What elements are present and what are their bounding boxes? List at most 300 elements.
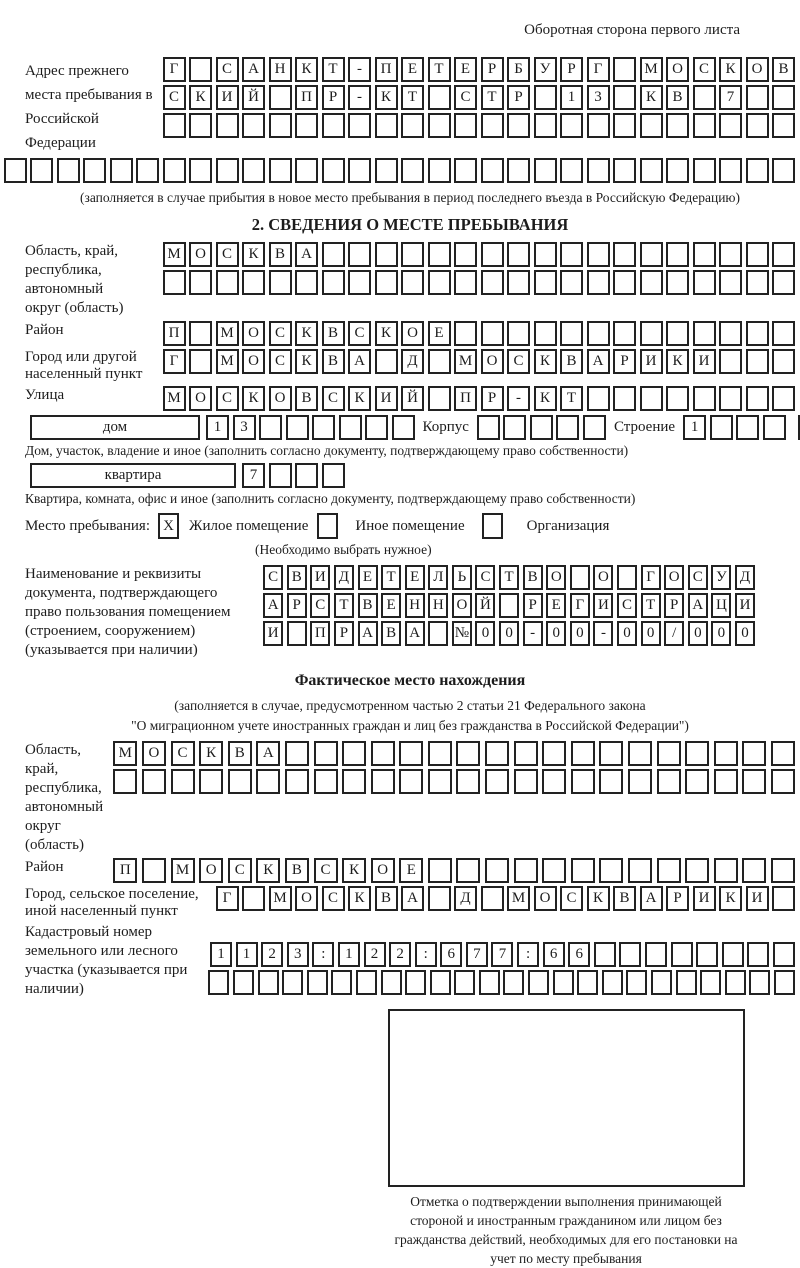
char-box[interactable]: К — [375, 85, 398, 110]
char-box[interactable] — [507, 158, 530, 183]
char-box[interactable]: И — [375, 386, 398, 411]
char-box[interactable]: Е — [358, 565, 378, 590]
char-box[interactable]: 1 — [236, 942, 258, 967]
char-box[interactable] — [693, 158, 716, 183]
char-box[interactable]: О — [242, 321, 265, 346]
char-box[interactable] — [602, 970, 623, 995]
char-box[interactable] — [428, 113, 451, 138]
char-box[interactable] — [556, 415, 579, 440]
char-box[interactable]: А — [401, 886, 424, 911]
char-box[interactable] — [342, 741, 366, 766]
char-box[interactable] — [553, 970, 574, 995]
char-box[interactable] — [189, 349, 212, 374]
char-box[interactable] — [571, 769, 595, 794]
char-box[interactable] — [479, 970, 500, 995]
char-box[interactable] — [613, 158, 636, 183]
char-box[interactable]: П — [113, 858, 137, 883]
char-box[interactable]: Т — [322, 57, 345, 82]
char-box[interactable]: 1 — [338, 942, 360, 967]
char-box[interactable]: С — [507, 349, 530, 374]
char-box[interactable] — [746, 270, 769, 295]
char-box[interactable]: О — [546, 565, 566, 590]
char-box[interactable] — [269, 463, 292, 488]
char-box[interactable]: В — [269, 242, 292, 267]
char-box[interactable] — [640, 158, 663, 183]
char-box[interactable] — [477, 415, 500, 440]
char-box[interactable] — [163, 113, 186, 138]
char-box[interactable] — [216, 113, 239, 138]
char-box[interactable] — [693, 321, 716, 346]
char-box[interactable]: Д — [454, 886, 477, 911]
char-box[interactable] — [645, 942, 667, 967]
char-box[interactable]: В — [666, 85, 689, 110]
char-box[interactable] — [405, 970, 426, 995]
char-box[interactable] — [428, 621, 448, 646]
char-box[interactable] — [428, 741, 452, 766]
char-box[interactable]: Н — [428, 593, 448, 618]
char-box[interactable]: Ц — [711, 593, 731, 618]
char-box[interactable] — [295, 463, 318, 488]
char-box[interactable]: О — [189, 242, 212, 267]
char-box[interactable] — [542, 769, 566, 794]
char-box[interactable] — [322, 158, 345, 183]
char-box[interactable] — [640, 113, 663, 138]
char-box[interactable]: 6 — [568, 942, 590, 967]
char-box[interactable]: № — [452, 621, 472, 646]
char-box[interactable] — [242, 113, 265, 138]
char-box[interactable]: Д — [401, 349, 424, 374]
char-box[interactable]: Г — [216, 886, 239, 911]
char-box[interactable] — [348, 158, 371, 183]
char-box[interactable]: М — [269, 886, 292, 911]
char-box[interactable]: 3 — [287, 942, 309, 967]
char-box[interactable] — [307, 970, 328, 995]
char-box[interactable] — [599, 858, 623, 883]
char-box[interactable]: - — [593, 621, 613, 646]
char-box[interactable] — [772, 242, 795, 267]
char-box[interactable]: Ь — [452, 565, 472, 590]
char-box[interactable] — [666, 386, 689, 411]
char-box[interactable] — [481, 158, 504, 183]
char-box[interactable] — [534, 85, 557, 110]
char-box[interactable]: Т — [641, 593, 661, 618]
char-box[interactable] — [628, 858, 652, 883]
char-box[interactable]: К — [534, 386, 557, 411]
char-box[interactable] — [571, 741, 595, 766]
char-box[interactable] — [348, 242, 371, 267]
char-box[interactable] — [4, 158, 27, 183]
char-box[interactable] — [481, 270, 504, 295]
char-box[interactable] — [571, 858, 595, 883]
char-box[interactable]: / — [664, 621, 684, 646]
char-box[interactable]: 2 — [364, 942, 386, 967]
char-box[interactable]: М — [507, 886, 530, 911]
char-box[interactable] — [208, 970, 229, 995]
char-box[interactable] — [640, 270, 663, 295]
char-box[interactable] — [454, 321, 477, 346]
checkbox-residential[interactable]: X — [158, 513, 179, 539]
char-box[interactable] — [312, 415, 335, 440]
char-box[interactable] — [514, 858, 538, 883]
char-box[interactable] — [719, 349, 742, 374]
char-box[interactable]: 0 — [617, 621, 637, 646]
char-box[interactable]: 2 — [261, 942, 283, 967]
char-box[interactable]: К — [719, 886, 742, 911]
char-box[interactable]: Г — [163, 349, 186, 374]
char-box[interactable]: К — [242, 242, 265, 267]
char-box[interactable]: О — [664, 565, 684, 590]
char-box[interactable]: А — [242, 57, 265, 82]
char-box[interactable]: В — [523, 565, 543, 590]
char-box[interactable] — [772, 113, 795, 138]
char-box[interactable]: Е — [454, 57, 477, 82]
char-box[interactable] — [322, 463, 345, 488]
char-box[interactable]: П — [454, 386, 477, 411]
char-box[interactable]: В — [358, 593, 378, 618]
char-box[interactable]: Е — [401, 57, 424, 82]
char-box[interactable] — [710, 415, 733, 440]
char-box[interactable]: Г — [641, 565, 661, 590]
char-box[interactable]: В — [375, 886, 398, 911]
char-box[interactable] — [199, 769, 223, 794]
char-box[interactable]: К — [189, 85, 212, 110]
char-box[interactable]: - — [507, 386, 530, 411]
char-box[interactable]: Е — [405, 565, 425, 590]
char-box[interactable]: В — [381, 621, 401, 646]
char-box[interactable] — [401, 270, 424, 295]
char-box[interactable] — [746, 113, 769, 138]
char-box[interactable]: Т — [481, 85, 504, 110]
char-box[interactable] — [657, 769, 681, 794]
char-box[interactable] — [772, 270, 795, 295]
char-box[interactable]: А — [263, 593, 283, 618]
char-box[interactable] — [772, 321, 795, 346]
char-box[interactable] — [587, 270, 610, 295]
char-box[interactable]: К — [587, 886, 610, 911]
char-box[interactable]: 2 — [389, 942, 411, 967]
char-box[interactable] — [763, 415, 786, 440]
checkbox-other-premise[interactable] — [317, 513, 338, 539]
char-box[interactable]: 1 — [683, 415, 706, 440]
char-box[interactable] — [110, 158, 133, 183]
char-box[interactable] — [613, 85, 636, 110]
char-box[interactable] — [599, 741, 623, 766]
char-box[interactable] — [676, 970, 697, 995]
char-box[interactable] — [113, 769, 137, 794]
char-box[interactable]: С — [163, 85, 186, 110]
char-box[interactable] — [83, 158, 106, 183]
char-box[interactable]: 0 — [570, 621, 590, 646]
char-box[interactable] — [685, 858, 709, 883]
char-box[interactable]: И — [693, 886, 716, 911]
char-box[interactable] — [375, 242, 398, 267]
char-box[interactable] — [587, 321, 610, 346]
char-box[interactable] — [577, 970, 598, 995]
char-box[interactable] — [342, 769, 366, 794]
char-box[interactable]: В — [322, 349, 345, 374]
char-box[interactable]: В — [322, 321, 345, 346]
char-box[interactable]: С — [617, 593, 637, 618]
char-box[interactable]: О — [452, 593, 472, 618]
char-box[interactable]: А — [295, 242, 318, 267]
char-box[interactable] — [428, 242, 451, 267]
char-box[interactable] — [322, 113, 345, 138]
char-box[interactable] — [142, 769, 166, 794]
char-box[interactable] — [485, 741, 509, 766]
char-box[interactable] — [771, 858, 795, 883]
char-box[interactable] — [269, 85, 292, 110]
char-box[interactable]: П — [375, 57, 398, 82]
char-box[interactable]: Г — [587, 57, 610, 82]
char-box[interactable]: К — [666, 349, 689, 374]
char-box[interactable]: 6 — [440, 942, 462, 967]
char-box[interactable] — [534, 242, 557, 267]
char-box[interactable]: 0 — [688, 621, 708, 646]
char-box[interactable] — [772, 349, 795, 374]
char-box[interactable] — [617, 565, 637, 590]
char-box[interactable] — [314, 769, 338, 794]
char-box[interactable]: : — [312, 942, 334, 967]
char-box[interactable] — [693, 242, 716, 267]
char-box[interactable]: 7 — [466, 942, 488, 967]
char-box[interactable]: С — [216, 242, 239, 267]
char-box[interactable] — [322, 270, 345, 295]
char-box[interactable] — [454, 242, 477, 267]
char-box[interactable] — [742, 769, 766, 794]
char-box[interactable] — [666, 270, 689, 295]
char-box[interactable] — [428, 769, 452, 794]
char-box[interactable]: К — [719, 57, 742, 82]
char-box[interactable]: Р — [334, 621, 354, 646]
char-box[interactable] — [228, 769, 252, 794]
char-box[interactable]: У — [534, 57, 557, 82]
char-box[interactable]: В — [295, 386, 318, 411]
char-box[interactable] — [560, 242, 583, 267]
char-box[interactable] — [233, 970, 254, 995]
char-box[interactable] — [392, 415, 415, 440]
char-box[interactable]: С — [269, 349, 292, 374]
char-box[interactable]: 0 — [711, 621, 731, 646]
char-box[interactable] — [719, 158, 742, 183]
char-box[interactable]: О — [295, 886, 318, 911]
char-box[interactable]: Р — [481, 57, 504, 82]
char-box[interactable]: 0 — [641, 621, 661, 646]
char-box[interactable] — [481, 113, 504, 138]
char-box[interactable]: И — [693, 349, 716, 374]
char-box[interactable] — [454, 113, 477, 138]
char-box[interactable] — [485, 769, 509, 794]
char-box[interactable] — [339, 415, 362, 440]
char-box[interactable] — [534, 270, 557, 295]
char-box[interactable]: С — [228, 858, 252, 883]
char-box[interactable] — [714, 858, 738, 883]
char-box[interactable]: 1 — [210, 942, 232, 967]
char-box[interactable]: С — [216, 57, 239, 82]
char-box[interactable] — [242, 158, 265, 183]
char-box[interactable] — [365, 415, 388, 440]
char-box[interactable] — [696, 942, 718, 967]
char-box[interactable]: О — [481, 349, 504, 374]
char-box[interactable]: М — [640, 57, 663, 82]
char-box[interactable]: Л — [428, 565, 448, 590]
char-box[interactable] — [774, 970, 795, 995]
char-box[interactable]: 6 — [543, 942, 565, 967]
char-box[interactable]: К — [348, 886, 371, 911]
char-box[interactable]: Р — [666, 886, 689, 911]
char-box[interactable] — [542, 858, 566, 883]
char-box[interactable]: Р — [322, 85, 345, 110]
char-box[interactable]: О — [269, 386, 292, 411]
char-box[interactable] — [371, 769, 395, 794]
char-box[interactable]: К — [534, 349, 557, 374]
char-box[interactable] — [640, 242, 663, 267]
char-box[interactable]: О — [142, 741, 166, 766]
char-box[interactable] — [430, 970, 451, 995]
char-box[interactable]: И — [216, 85, 239, 110]
char-box[interactable] — [375, 113, 398, 138]
char-box[interactable]: П — [310, 621, 330, 646]
char-box[interactable]: А — [358, 621, 378, 646]
char-box[interactable] — [481, 886, 504, 911]
char-box[interactable] — [348, 113, 371, 138]
char-box[interactable] — [331, 970, 352, 995]
char-box[interactable]: С — [269, 321, 292, 346]
char-box[interactable]: Н — [405, 593, 425, 618]
char-box[interactable] — [401, 242, 424, 267]
char-box[interactable] — [381, 970, 402, 995]
char-box[interactable]: В — [613, 886, 636, 911]
char-box[interactable] — [314, 741, 338, 766]
char-box[interactable]: Р — [287, 593, 307, 618]
char-box[interactable] — [428, 886, 451, 911]
char-box[interactable] — [399, 769, 423, 794]
char-box[interactable] — [375, 349, 398, 374]
char-box[interactable] — [570, 565, 590, 590]
char-box[interactable] — [295, 113, 318, 138]
char-box[interactable] — [401, 113, 424, 138]
char-box[interactable]: Й — [401, 386, 424, 411]
char-box[interactable]: Р — [481, 386, 504, 411]
char-box[interactable] — [772, 886, 795, 911]
char-box[interactable]: 7 — [491, 942, 513, 967]
char-box[interactable] — [700, 970, 721, 995]
char-box[interactable]: О — [534, 886, 557, 911]
char-box[interactable] — [286, 415, 309, 440]
char-box[interactable] — [666, 242, 689, 267]
char-box[interactable] — [746, 386, 769, 411]
char-box[interactable]: С — [475, 565, 495, 590]
char-box[interactable]: В — [287, 565, 307, 590]
char-box[interactable] — [773, 942, 795, 967]
char-box[interactable] — [746, 321, 769, 346]
char-box[interactable] — [401, 158, 424, 183]
char-box[interactable] — [666, 113, 689, 138]
char-box[interactable]: С — [216, 386, 239, 411]
char-box[interactable] — [657, 741, 681, 766]
char-box[interactable] — [428, 158, 451, 183]
char-box[interactable]: О — [242, 349, 265, 374]
char-box[interactable] — [693, 386, 716, 411]
char-box[interactable]: Т — [560, 386, 583, 411]
char-box[interactable]: Т — [499, 565, 519, 590]
char-box[interactable]: К — [342, 858, 366, 883]
char-box[interactable]: - — [523, 621, 543, 646]
char-box[interactable] — [594, 942, 616, 967]
char-box[interactable]: И — [746, 886, 769, 911]
char-box[interactable] — [542, 741, 566, 766]
char-box[interactable]: М — [454, 349, 477, 374]
char-box[interactable] — [428, 858, 452, 883]
char-box[interactable] — [514, 769, 538, 794]
char-box[interactable]: М — [163, 386, 186, 411]
char-box[interactable]: Т — [428, 57, 451, 82]
char-box[interactable] — [583, 415, 606, 440]
char-box[interactable]: О — [666, 57, 689, 82]
char-box[interactable] — [671, 942, 693, 967]
char-box[interactable] — [719, 321, 742, 346]
char-box[interactable]: Е — [428, 321, 451, 346]
char-box[interactable]: К — [348, 386, 371, 411]
char-box[interactable] — [651, 970, 672, 995]
char-box[interactable] — [587, 386, 610, 411]
char-box[interactable] — [507, 270, 530, 295]
char-box[interactable]: М — [171, 858, 195, 883]
char-box[interactable]: - — [348, 57, 371, 82]
char-box[interactable] — [485, 858, 509, 883]
char-box[interactable] — [356, 970, 377, 995]
char-box[interactable]: С — [348, 321, 371, 346]
char-box[interactable]: К — [640, 85, 663, 110]
char-box[interactable]: 7 — [242, 463, 265, 488]
char-box[interactable] — [628, 741, 652, 766]
char-box[interactable] — [657, 858, 681, 883]
char-box[interactable] — [719, 113, 742, 138]
char-box[interactable] — [613, 113, 636, 138]
char-box[interactable]: 1 — [560, 85, 583, 110]
char-box[interactable] — [771, 741, 795, 766]
char-box[interactable] — [560, 158, 583, 183]
char-box[interactable]: К — [295, 57, 318, 82]
char-box[interactable] — [189, 113, 212, 138]
char-box[interactable] — [747, 942, 769, 967]
char-box[interactable] — [736, 415, 759, 440]
char-box[interactable] — [771, 769, 795, 794]
char-box[interactable]: О — [746, 57, 769, 82]
char-box[interactable] — [719, 270, 742, 295]
char-box[interactable] — [189, 321, 212, 346]
char-box[interactable] — [714, 741, 738, 766]
char-box[interactable]: С — [693, 57, 716, 82]
char-box[interactable]: 0 — [475, 621, 495, 646]
char-box[interactable] — [587, 113, 610, 138]
char-box[interactable] — [666, 321, 689, 346]
char-box[interactable] — [503, 415, 526, 440]
char-box[interactable] — [693, 85, 716, 110]
char-box[interactable] — [746, 158, 769, 183]
char-box[interactable] — [587, 242, 610, 267]
char-box[interactable]: А — [348, 349, 371, 374]
char-box[interactable]: К — [242, 386, 265, 411]
char-box[interactable] — [628, 769, 652, 794]
char-box[interactable]: 0 — [735, 621, 755, 646]
char-box[interactable]: В — [285, 858, 309, 883]
char-box[interactable] — [507, 321, 530, 346]
char-box[interactable]: И — [593, 593, 613, 618]
char-box[interactable]: С — [688, 565, 708, 590]
char-box[interactable] — [282, 970, 303, 995]
char-box[interactable] — [163, 158, 186, 183]
char-box[interactable] — [242, 270, 265, 295]
